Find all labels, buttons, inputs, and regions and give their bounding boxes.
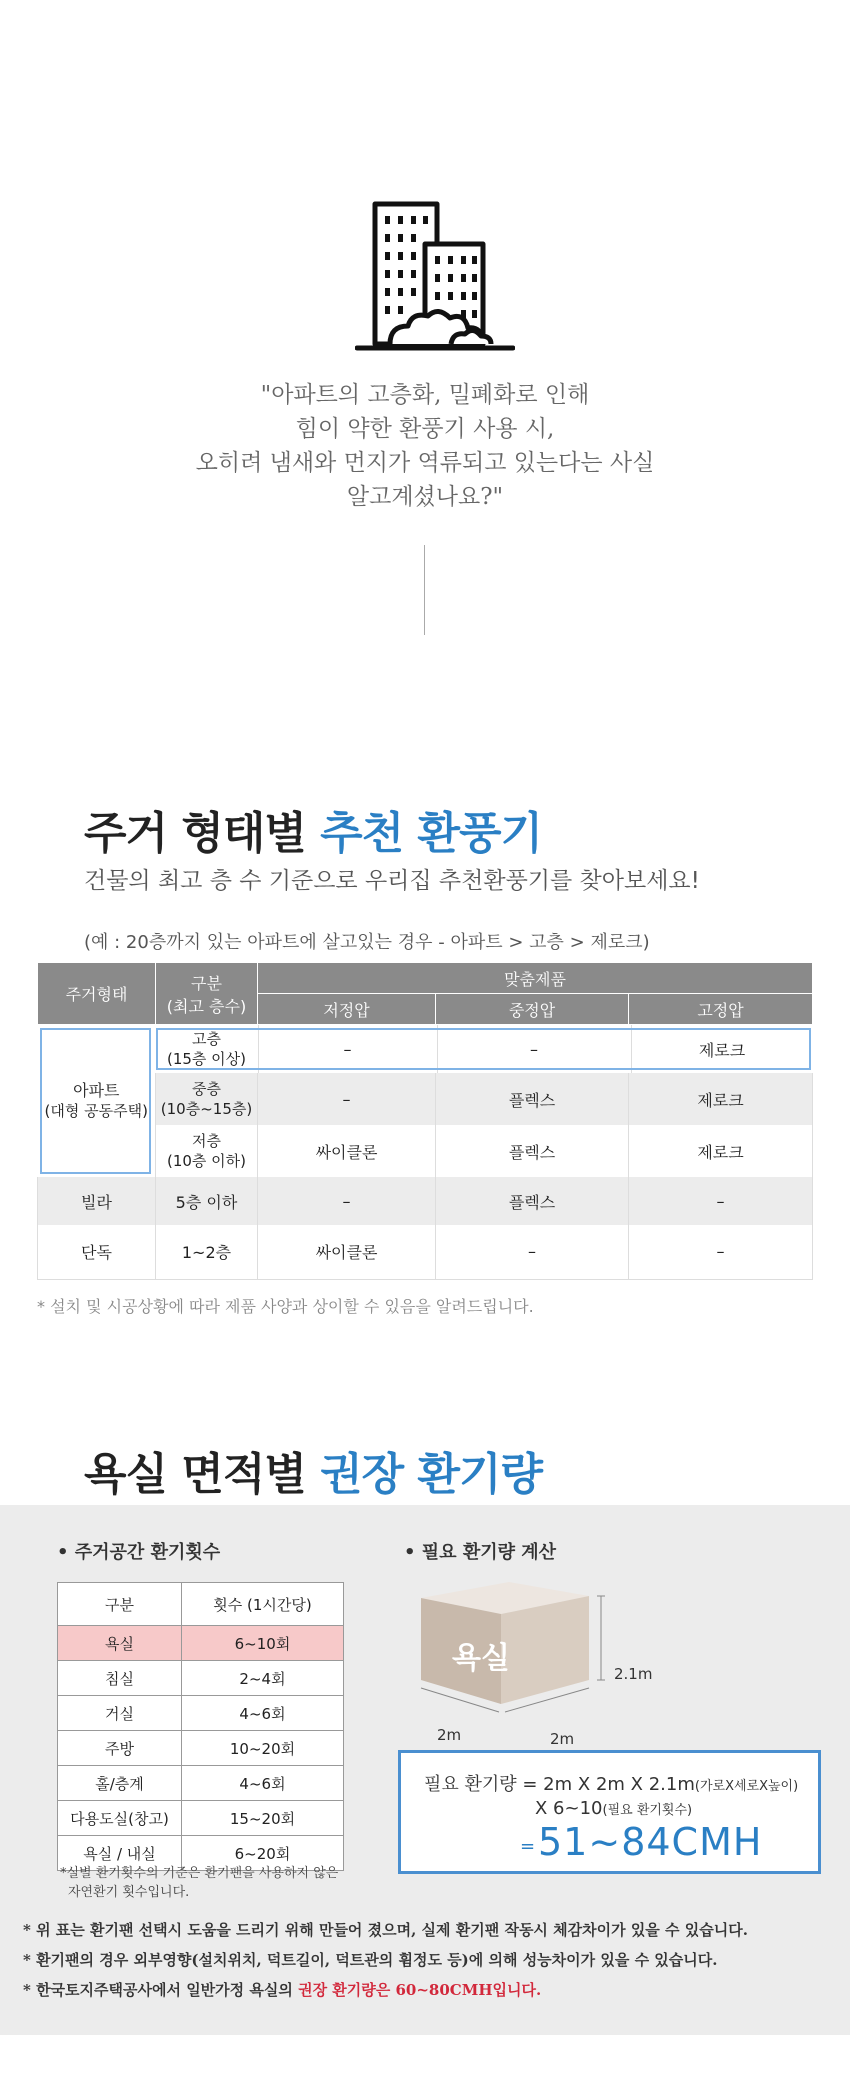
right-section-title: • 필요 환기량 계산 — [404, 1542, 557, 1563]
count-cell: 10~20회 — [182, 1731, 344, 1766]
count-cell: 6~10회 — [182, 1626, 344, 1661]
quote-line: 힘이 약한 환풍기 사용 시, — [295, 416, 555, 442]
high-cell: 제로크 — [629, 1125, 813, 1177]
low-cell: 싸이클론 — [258, 1125, 436, 1177]
mid-cell: 플렉스 — [436, 1125, 629, 1177]
quote-line: 알고계셨나요?" — [346, 484, 504, 510]
high-cell: 제로크 — [698, 1040, 746, 1060]
dim-width-1: 2m — [437, 1726, 462, 1744]
bathroom-box-illustration — [405, 1580, 635, 1730]
high-cell: – — [629, 1177, 813, 1225]
count-cell: 6~20회 — [182, 1836, 344, 1871]
calc-result: 51~84CMH — [538, 1820, 763, 1864]
dim-width-2: 2m — [550, 1730, 575, 1748]
apartment-building-icon — [355, 198, 515, 358]
table-row — [38, 1025, 813, 1074]
cat-sub: (15층 이상) — [166, 1050, 247, 1068]
count-cell: 4~6회 — [182, 1696, 344, 1731]
calc-formula: 필요 환기량 = 2m X 2m X 2.1m — [424, 1774, 695, 1795]
calc-multiplier-hint: (필요 환기횟수) — [602, 1803, 693, 1818]
bath-title-text: 욕실 면적별 — [84, 1449, 306, 1500]
apartment-sub: (대형 공동주택) — [44, 1102, 148, 1120]
box-label: 욕실 — [452, 1641, 510, 1676]
header-category-label: 구분 — [191, 973, 222, 993]
cat-sub: (10층 이하) — [166, 1152, 247, 1170]
room-cell: 홀/층계 — [58, 1766, 182, 1801]
cat-cell: 5층 이하 — [156, 1177, 258, 1225]
cat-label: 중층 — [192, 1080, 221, 1098]
count-cell: 2~4회 — [182, 1661, 344, 1696]
rec-subtitle: 건물의 최고 층 수 기준으로 우리집 추천환풍기를 찾아보세요! — [84, 868, 700, 894]
mid-cell: – — [436, 1225, 629, 1279]
bath-title — [84, 1438, 542, 1502]
cat-cell: 1~2층 — [156, 1225, 258, 1279]
cat-cell — [156, 1125, 258, 1177]
table-note-line: *실별 환기횟수의 기준은 환기팬을 사용하지 않은 — [60, 1866, 339, 1881]
table-row — [58, 1766, 344, 1801]
type-cell: 빌라 — [38, 1177, 156, 1225]
room-cell: 주방 — [58, 1731, 182, 1766]
table-note-line: 자연환기 횟수입니다. — [68, 1885, 190, 1900]
count-cell: 15~20회 — [182, 1801, 344, 1836]
low-cell: – — [258, 1073, 436, 1125]
high-cell: – — [629, 1225, 813, 1279]
bath-title-highlight: 권장 환기량 — [320, 1449, 543, 1500]
header-category — [156, 963, 258, 1025]
apartment-label: 아파트 — [73, 1081, 120, 1100]
mid-cell: – — [438, 1025, 632, 1073]
room-cell: 욕실 / 내실 — [58, 1836, 182, 1871]
calc-formula-hint: (가로X세로X높이) — [694, 1779, 799, 1794]
note-line: * 위 표는 환기팬 선택시 도움을 드리기 위해 만들어 졌으며, 실제 환기팬 작동시 체감차이가 있을 수 있습니다. — [23, 1921, 748, 1939]
high-floor-highlight-frame — [156, 1028, 811, 1070]
table-row — [58, 1731, 344, 1766]
header-mid: 중정압 — [436, 994, 629, 1025]
rec-title-text: 주거 형태별 — [84, 808, 306, 859]
type-cell: 단독 — [38, 1225, 156, 1279]
ventilation-table — [57, 1582, 344, 1871]
table-row — [38, 1177, 813, 1225]
quote-line: 오히려 냄새와 먼지가 역류되고 있는다는 사실 — [195, 450, 655, 476]
ventilation-table-note — [60, 1864, 338, 1902]
header-product: 맞춤제품 — [258, 963, 813, 994]
cat-label: 저층 — [192, 1132, 221, 1150]
calc-line-2 — [535, 1798, 692, 1819]
note-line: * 환기팬의 경우 외부영향(설치위치, 덕트길이, 덕트관의 휨정도 등)에 의해 성능차이가 있을 수 있습니다. — [23, 1951, 718, 1969]
rec-title-highlight: 추천 환풍기 — [320, 808, 543, 859]
count-cell: 4~6회 — [182, 1766, 344, 1801]
quote-line: "아파트의 고층화, 밀폐화로 인해 — [260, 382, 590, 408]
table-row — [38, 1225, 813, 1279]
mid-cell: 플렉스 — [436, 1073, 629, 1125]
apartment-highlight-frame — [40, 1028, 152, 1174]
low-cell: – — [258, 1177, 436, 1225]
note-line-text: * 한국토지주택공사에서 일반가정 욕실의 — [23, 1981, 293, 1999]
recommendation-table — [37, 962, 813, 1280]
room-cell: 다용도실(창고) — [58, 1801, 182, 1836]
header-high: 고정압 — [629, 994, 813, 1025]
vertical-divider — [424, 545, 425, 635]
result-equals: = — [520, 1836, 536, 1857]
table-row — [58, 1661, 344, 1696]
calc-line-1 — [424, 1770, 798, 1796]
rec-example: (예 : 20층까지 있는 아파트에 살고있는 경우 - 아파트 > 고층 > 제로크) — [84, 932, 650, 953]
header-low: 저정압 — [258, 994, 436, 1025]
vent-header-count: 횟수 (1시간당) — [182, 1583, 344, 1626]
table-row — [58, 1696, 344, 1731]
cat-cell — [156, 1073, 258, 1125]
cat-sub: (10층~15층) — [160, 1100, 253, 1118]
low-cell: 싸이클론 — [258, 1225, 436, 1279]
rec-footnote: * 설치 및 시공상황에 따라 제품 사양과 상이할 수 있음을 알려드립니다. — [37, 1297, 534, 1316]
room-cell: 욕실 — [58, 1626, 182, 1661]
note-line — [23, 1975, 748, 2005]
mid-cell: 플렉스 — [436, 1177, 629, 1225]
table-row — [58, 1626, 344, 1661]
cat-label: 고층 — [192, 1030, 221, 1048]
bottom-notes — [23, 1915, 748, 2005]
room-cell: 거실 — [58, 1696, 182, 1731]
header-category-sub: (최고 층수) — [166, 996, 247, 1016]
high-floor-row — [156, 1025, 813, 1074]
room-cell: 침실 — [58, 1661, 182, 1696]
rec-title — [84, 797, 542, 861]
left-section-title: • 주거공간 환기횟수 — [57, 1542, 221, 1563]
high-cell: 제로크 — [629, 1073, 813, 1125]
low-cell: – — [259, 1025, 438, 1073]
header-type: 주거형태 — [38, 963, 156, 1025]
note-line-highlight: 권장 환기량은 60~80CMH입니다. — [298, 1981, 542, 1999]
calc-multiplier: X 6~10 — [535, 1798, 603, 1819]
dim-height: 2.1m — [614, 1665, 653, 1683]
table-row — [58, 1801, 344, 1836]
vent-header-room: 구분 — [58, 1583, 182, 1626]
apartment-cell — [38, 1025, 156, 1178]
intro-quote — [0, 378, 850, 514]
